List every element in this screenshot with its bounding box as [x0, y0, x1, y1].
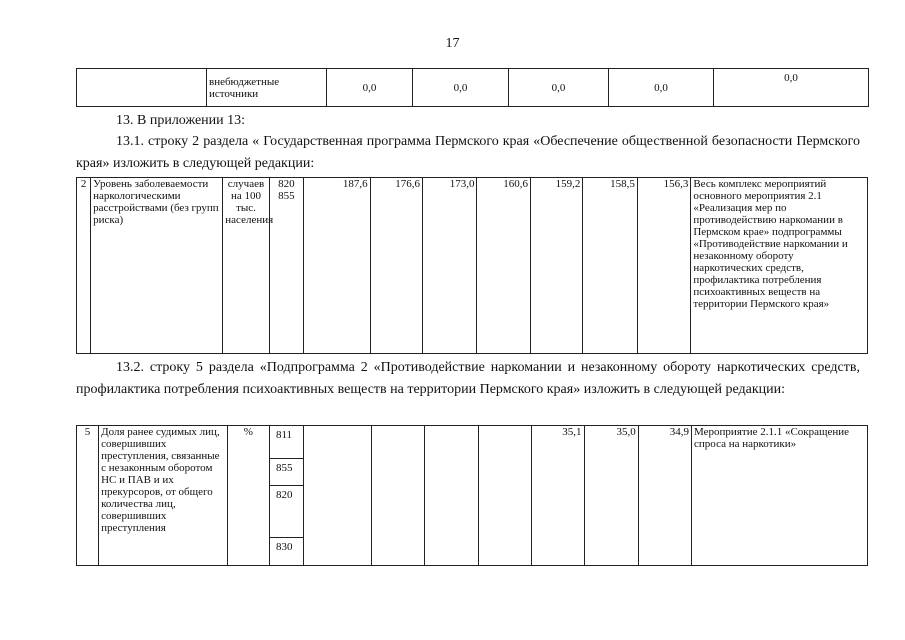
value-cell: 176,6: [370, 178, 422, 354]
value-cell: 173,0: [423, 178, 477, 354]
row-5-table: [76, 425, 868, 566]
code: 855: [270, 459, 303, 486]
value-cell: [304, 426, 372, 566]
value-cell: 35,1: [532, 426, 584, 566]
paragraph-13-1: 13.1. строку 2 раздела « Государственная программа Пермского края «Обеспечение общественной безопасности Пермского края» изложить в следующей редакции:: [76, 134, 860, 171]
unit-cell: случаев на 100 тыс. населения: [223, 178, 269, 354]
row-number: 5: [77, 426, 99, 566]
value-cell: 0,0: [609, 69, 714, 107]
unit-cell: %: [227, 426, 269, 566]
value-cell: 34,9: [638, 426, 691, 566]
value-cell: 156,3: [637, 178, 690, 354]
description-cell: Весь комплекс мероприятий основного мероприятия 2.1 «Реализация мер по противодействию наркомании в Пермском крае» подпрограммы «Противодействие наркомании и незаконному обороту наркотических средств, профилактика потребления психоактивных веществ на территории Пермского края»: [691, 178, 868, 354]
code: 820: [270, 486, 303, 538]
value-cell: 158,5: [583, 178, 637, 354]
code: 811: [270, 426, 303, 459]
codes-cell: 820 855: [269, 178, 303, 354]
indicator-name: Доля ранее судимых лиц, совершивших преступления, связанные с незаконным оборотом НС и ПАВ и их прекурсоров, от общего количества лиц, совершивших преступления: [99, 426, 228, 566]
value-cell: 160,6: [477, 178, 530, 354]
value-cell: 0,0: [327, 69, 413, 107]
description-cell: Мероприятие 2.1.1 «Сокращение спроса на наркотики»: [692, 426, 868, 566]
table-row: [77, 426, 868, 566]
paragraph-13-2: 13.2. строку 5 раздела «Подпрограмма 2 «Противодействие наркомании и незаконному обороту наркотических средств, профилактика потребления психоактивных веществ на территории Пермского края» изложить в следующей редакции:: [76, 360, 860, 397]
value-cell: [372, 426, 424, 566]
value-cell: 159,2: [530, 178, 582, 354]
table-row: [77, 69, 869, 107]
indicator-name: Уровень заболеваемости наркологическими расстройствами (без групп риска): [91, 178, 223, 354]
funding-table: [76, 68, 869, 107]
paragraph-13: 13. В приложении 13:: [116, 113, 246, 128]
row-number: 2: [77, 178, 91, 354]
value-cell: [478, 426, 531, 566]
funding-source-label: внебюджетные источники: [207, 69, 327, 107]
value-cell: 35,0: [584, 426, 638, 566]
value-cell: 0,0: [509, 69, 609, 107]
value-cell: 0,0: [714, 69, 869, 107]
value-cell: 0,0: [413, 69, 509, 107]
value-cell: [424, 426, 478, 566]
code: 830: [275, 541, 293, 553]
empty-cell: [77, 69, 207, 107]
page-number: 17: [445, 36, 460, 51]
codes-cell: [269, 426, 303, 566]
table-row: [77, 178, 868, 354]
value-cell: 187,6: [303, 178, 370, 354]
row-2-table: [76, 177, 868, 354]
